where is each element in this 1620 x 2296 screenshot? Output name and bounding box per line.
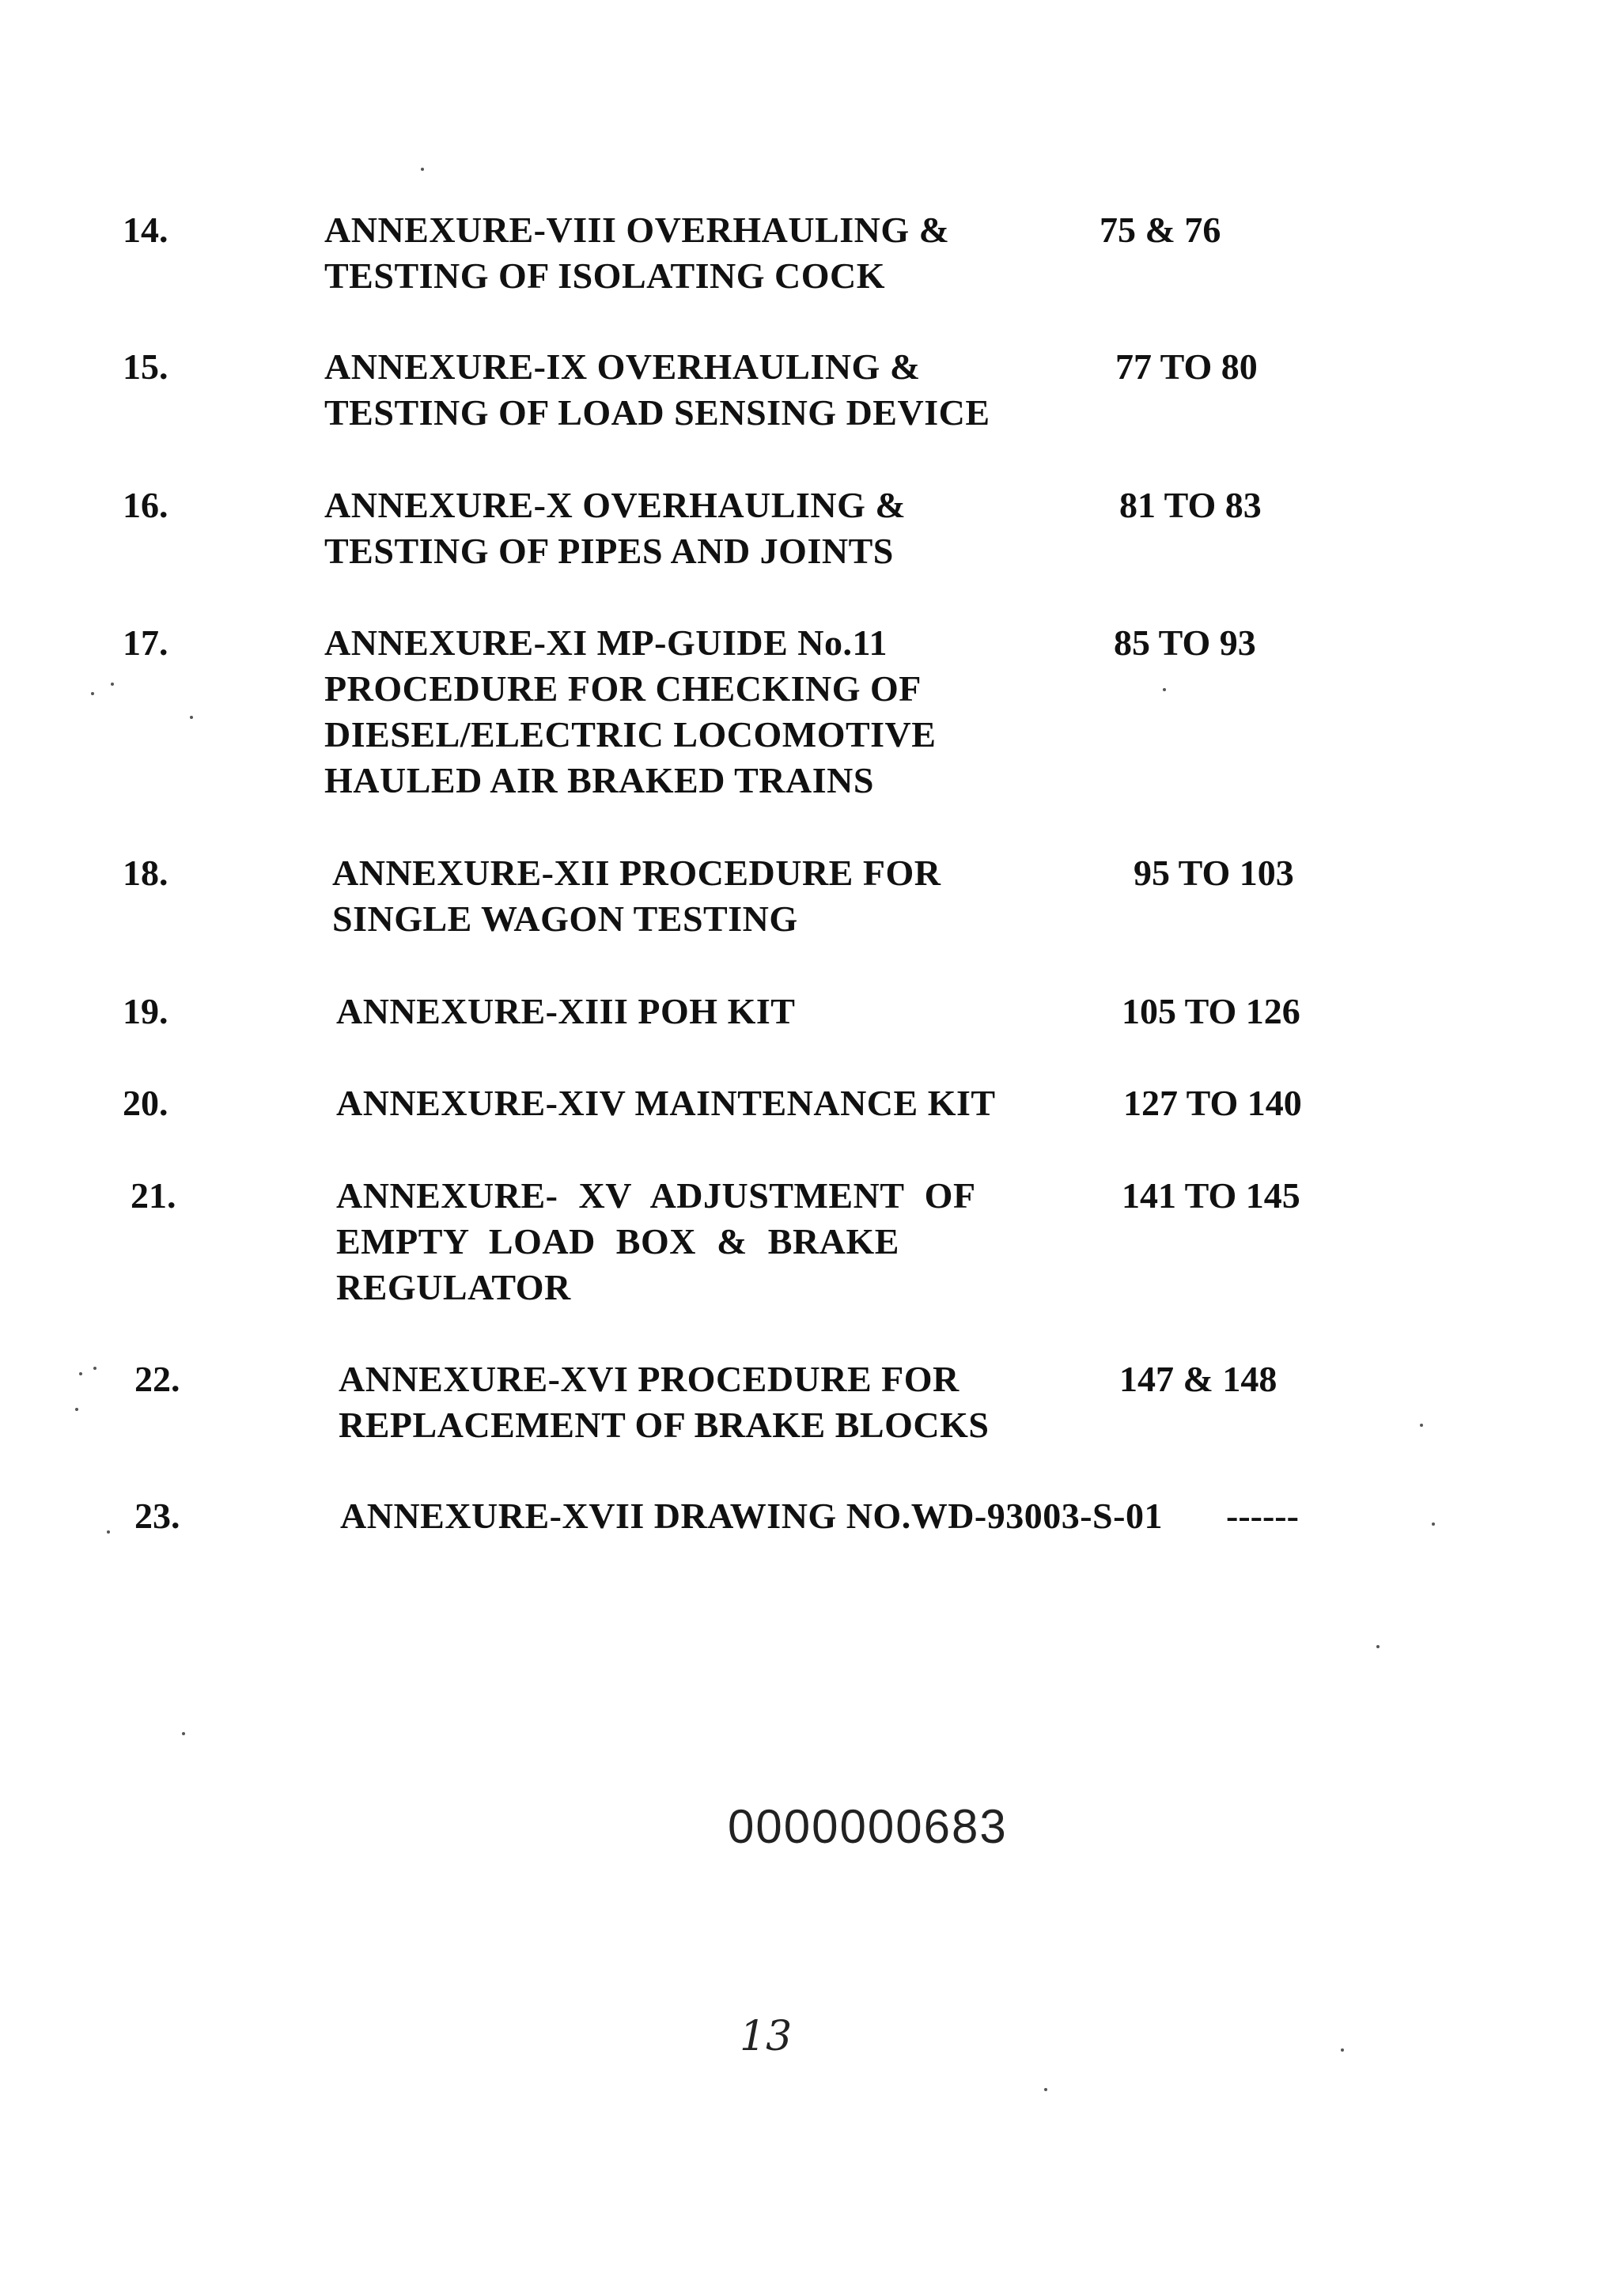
- scan-speck: [182, 1732, 185, 1735]
- scan-speck: [107, 1530, 110, 1534]
- entry-number: 23.: [134, 1496, 180, 1536]
- scan-speck: [1376, 1645, 1380, 1648]
- scan-speck: [1163, 688, 1166, 691]
- entry-description: [332, 850, 1107, 942]
- entry-number: 21.: [131, 1175, 176, 1216]
- entry-description: [339, 1356, 1114, 1448]
- scan-speck: [421, 168, 424, 171]
- entry-line: HAULED AIR BRAKED TRAINS: [324, 760, 874, 800]
- entry-line: SINGLE WAGON TESTING: [332, 898, 798, 939]
- entry-number: 19.: [123, 991, 168, 1031]
- scan-speck: [79, 1372, 82, 1375]
- entry-pages: ------: [1226, 1496, 1299, 1536]
- entry-pages: 81 TO 83: [1119, 485, 1262, 525]
- entry-pages: 105 TO 126: [1122, 991, 1300, 1031]
- entry-description: [324, 207, 1100, 299]
- entry-description: [336, 1080, 1111, 1126]
- entry-number: 17.: [123, 622, 168, 663]
- entry-description: [340, 1493, 1163, 1539]
- entry-line: ANNEXURE-IX OVERHAULING &: [324, 346, 921, 387]
- scan-speck: [91, 692, 94, 695]
- scan-speck: [1044, 2088, 1047, 2091]
- entry-line: ANNEXURE-XIV MAINTENANCE KIT: [336, 1083, 996, 1123]
- entry-description: [336, 1173, 1111, 1311]
- entry-description: [324, 482, 1100, 574]
- entry-pages: 95 TO 103: [1134, 853, 1294, 893]
- entry-pages: 147 & 148: [1119, 1359, 1277, 1399]
- entry-line: ANNEXURE- XV ADJUSTMENT OF: [336, 1175, 976, 1216]
- entry-number: 16.: [123, 485, 168, 525]
- serial-number-stamp: 0000000683: [728, 1800, 1008, 1853]
- entry-number: 18.: [123, 853, 168, 893]
- entry-number: 14.: [123, 210, 168, 250]
- entry-line: EMPTY LOAD BOX & BRAKE: [336, 1221, 899, 1261]
- entry-line: REGULATOR: [336, 1267, 571, 1307]
- scan-speck: [190, 716, 193, 719]
- entry-pages: 141 TO 145: [1122, 1175, 1300, 1216]
- scan-speck: [75, 1408, 78, 1411]
- entry-line: TESTING OF ISOLATING COCK: [324, 255, 886, 296]
- entry-line: ANNEXURE-XVI PROCEDURE FOR: [339, 1359, 960, 1399]
- entry-pages: 75 & 76: [1100, 210, 1221, 250]
- entry-number: 22.: [134, 1359, 180, 1399]
- entry-line: DIESEL/ELECTRIC LOCOMOTIVE: [324, 714, 937, 755]
- entry-number: 15.: [123, 346, 168, 387]
- entry-description: [324, 620, 1100, 804]
- entry-line: PROCEDURE FOR CHECKING OF: [324, 668, 922, 709]
- entry-pages: 85 TO 93: [1114, 622, 1256, 663]
- scan-speck: [1341, 2048, 1344, 2052]
- entry-line: ANNEXURE-VIII OVERHAULING &: [324, 210, 950, 250]
- entry-description: [336, 989, 1111, 1035]
- scan-speck: [93, 1367, 97, 1370]
- entry-line: ANNEXURE-XVII DRAWING NO.WD-93003-S-01: [340, 1496, 1163, 1536]
- page-number: 13: [740, 2013, 793, 2060]
- entry-line: REPLACEMENT OF BRAKE BLOCKS: [339, 1405, 990, 1445]
- entry-pages: 127 TO 140: [1123, 1083, 1302, 1123]
- entry-line: ANNEXURE-XIII POH KIT: [336, 991, 796, 1031]
- entry-number: 20.: [123, 1083, 168, 1123]
- entry-line: ANNEXURE-XII PROCEDURE FOR: [332, 853, 941, 893]
- entry-line: TESTING OF LOAD SENSING DEVICE: [324, 392, 990, 433]
- entry-line: ANNEXURE-XI MP-GUIDE No.11: [324, 622, 888, 663]
- entry-line: TESTING OF PIPES AND JOINTS: [324, 531, 894, 571]
- entry-pages: 77 TO 80: [1115, 346, 1258, 387]
- scan-speck: [111, 683, 114, 686]
- scan-speck: [1420, 1424, 1423, 1427]
- entry-description: [324, 344, 1100, 436]
- entry-line: ANNEXURE-X OVERHAULING &: [324, 485, 907, 525]
- scan-speck: [1432, 1522, 1435, 1526]
